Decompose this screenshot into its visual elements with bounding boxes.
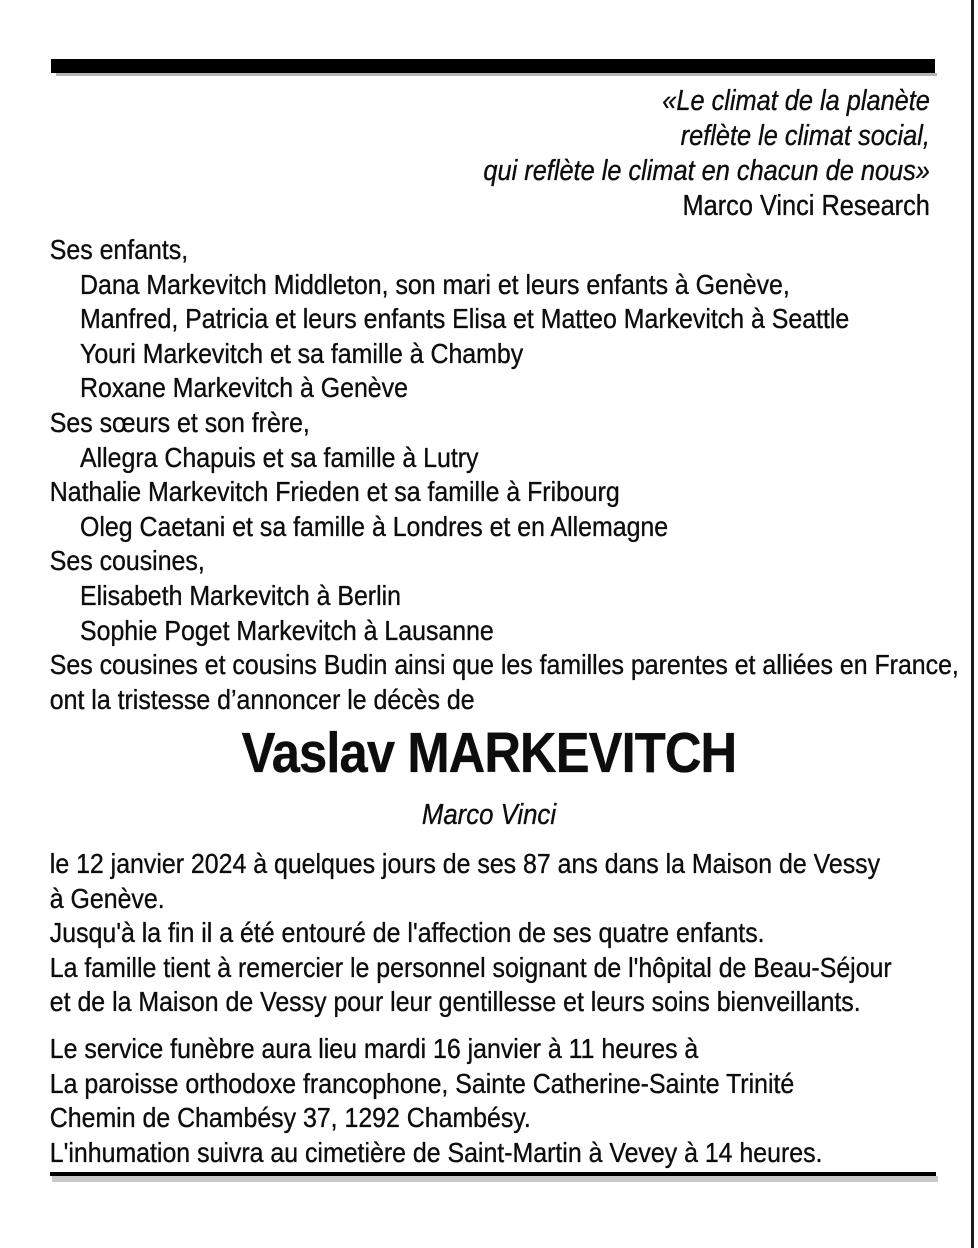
quote-line: «Le climat de la planète [662,85,930,117]
deceased-alias: Marco Vinci [421,799,557,831]
family-line: Ses enfants, [49,234,189,265]
death-details-paragraph [50,847,892,1020]
family-line: Allegra Chapuis et sa famille à Lutry [80,441,479,473]
family-line: Elisabeth Markevitch à Berlin [80,579,401,611]
service-details-line: L'inhumation suivra au cimetière de Saint-Martin à Vevey à 14 heures. [49,1136,823,1168]
bottom-divider-bar-shadow [52,1176,938,1182]
right-edge-rule [971,0,974,1248]
epigraph-quote [483,84,929,224]
quote-line: qui reflète le climat en chacun de nous» [483,155,930,187]
deceased-name: Vaslav MARKEVITCH [241,721,737,785]
family-line: Ses cousines, [49,545,205,577]
death-details-line: et de la Maison de Vessy pour leur gentillesse et leurs soins bienveillants. [49,986,861,1018]
service-details-line: La paroisse orthodoxe francophone, Sainte Catherine-Sainte Trinité [49,1067,795,1099]
family-line: Manfred, Patricia et leurs enfants Elisa et Matteo Markevitch à Seattle [80,303,850,335]
death-details-line: Jusqu'à la fin il a été entouré de l'affection de ses quatre enfants. [49,917,765,949]
family-line: Dana Markevitch Middleton, son mari et leurs enfants à Genève, [80,268,790,300]
family-line: Ses cousines et cousins Budin ainsi que les familles parentes et alliées en France, [49,649,959,681]
quote-line: reflète le climat social, [680,120,930,152]
service-details-line: Chemin de Chambésy 37, 1292 Chambésy. [49,1102,531,1134]
family-line: Youri Markevitch et sa famille à Chamby [80,337,524,369]
family-line: ont la tristesse d’annoncer le décès de [49,683,475,715]
family-line: Ses sœurs et son frère, [49,406,310,438]
family-line: Oleg Caetani et sa famille à Londres et en Allemagne [80,510,669,542]
family-list [50,233,959,717]
family-line: Roxane Markevitch à Genève [80,372,408,404]
service-details-paragraph [50,1032,823,1170]
family-line: Nathalie Markevitch Frieden et sa famille à Fribourg [49,476,620,508]
death-details-line: à Genève. [49,882,165,914]
quote-attribution: Marco Vinci Research [682,190,930,222]
death-details-line: le 12 janvier 2024 à quelques jours de ses 87 ans dans la Maison de Vessy [49,848,881,879]
service-details-line: Le service funèbre aura lieu mardi 16 janvier à 11 heures à [49,1033,699,1064]
family-line: Sophie Poget Markevitch à Lausanne [80,614,494,646]
death-details-line: La famille tient à remercier le personnel soignant de l'hôpital de Beau-Séjour [49,951,892,983]
